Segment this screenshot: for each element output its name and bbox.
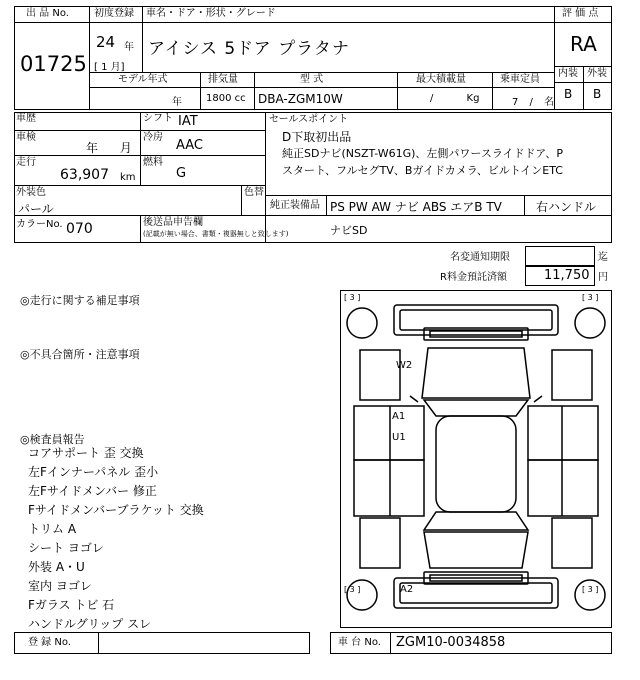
damage-mark-a1: A1 [392,411,406,422]
model-year-unit: 年 [172,97,182,108]
ac-label: 冷房 [143,132,163,143]
inspector-item: 室内 ヨゴレ [28,579,92,593]
ext-color: パール [18,202,54,216]
recycle-unit: 円 [598,272,608,283]
history-label: 車歴 [16,113,36,124]
equipment-items: PS PW AW ナビ ABS エアB TV [330,200,502,214]
type: DBA-ZGM10W [258,92,343,106]
lot-number: 01725 [20,52,87,76]
name-change-box [525,246,595,266]
interior-label: 内装 [558,68,578,79]
chassis-number: ZGM10-0034858 [396,635,506,650]
tread-label-rl: [ 3 ] [344,585,361,594]
name-change-unit: 迄 [598,252,608,263]
tread-label-fl: [ 3 ] [344,293,361,302]
color-no-label: カラーNo. [16,219,63,230]
mileage: 63,907 [60,167,109,183]
mileage-unit: km [120,172,136,183]
fuel-label: 燃料 [143,157,163,168]
exterior-label: 外装 [587,68,607,79]
first-reg-year: 24 [96,33,116,51]
shift-label: シフト [143,113,173,124]
inspector-label: ◎検査員報告 [20,433,85,446]
inspector-item: Fサイドメンバーブラケット 交換 [28,503,204,517]
capacity: 7 / 名 [512,97,555,108]
car-name: アイシス 5ドア プラタナ [148,39,350,59]
shift: IAT [178,114,198,129]
car-diagram-icon [340,290,612,628]
equipment-label: 純正装備品 [270,200,320,211]
sales-point-line-1: D下取初出品 [282,130,352,144]
damage-mark-a2: A2 [400,584,414,595]
first-reg-label: 初度登録 [94,8,134,19]
inspector-item: 左Fインナーパネル 歪小 [28,465,159,479]
sales-point-line-2: 純正SDナビ(NSZT-W61G)、左側パワースライドドア、P [282,147,563,160]
inspector-item: Fガラス トビ 石 [28,598,115,612]
ac: AAC [176,138,203,153]
car-name-label: 車名・ドア・形状・グレード [146,8,276,19]
ext-color-label: 外装色 [16,187,46,198]
recycle-amount: 11,750 [544,268,590,283]
displacement-label: 排気量 [208,74,238,85]
inspection-label: 車検 [16,132,36,143]
capacity-label: 乗車定員 [500,74,540,85]
exterior-grade: B [593,87,602,101]
chassis-label: 車 台 No. [338,637,381,648]
recycle-label: R料金預託済額 [440,272,507,283]
fuel: G [176,166,187,181]
max-load-label: 最大積載量 [416,74,466,85]
max-load: / Kg [430,93,480,104]
score: RA [570,32,597,56]
name-change-label: 名変通知期限 [450,252,510,263]
sales-point-label: セールスポイント [269,114,349,125]
inspector-item: 外装 A・U [28,560,85,574]
first-reg-year-unit: 年 [124,42,134,53]
inspector-item: シート ヨゴレ [28,541,104,555]
reg-no-label: 登 録 No. [28,637,71,648]
inspector-item: 左Fサイドメンバー 修正 [28,484,157,498]
type-label: 型 式 [300,74,324,85]
mileage-label: 走行 [16,157,36,168]
tread-label-rr: [ 3 ] [582,585,599,594]
driving-notes-label: ◎走行に関する補足事項 [20,294,140,307]
color-no: 070 [66,221,93,237]
equipment-extra: ナビSD [330,224,368,237]
inspector-item: ハンドルグリップ スレ [28,617,152,631]
color-change-label: 色替 [244,187,264,198]
inspection-value: 年 月 [86,141,132,155]
displacement: 1800 cc [206,93,246,104]
inspector-item: コアサポート 歪 交換 [28,446,144,460]
handle-position: 右ハンドル [536,200,597,214]
damage-mark-w2: W2 [396,360,413,371]
model-year-label: モデル年式 [118,74,168,85]
sales-point-line-3: スタート、フルセグTV、Bガイドカメラ、ビルトインETC [282,164,563,177]
docs-note: (記載が無い場合、書類・複器無しと致します) [143,230,289,238]
docs-label: 後送品申告欄 [143,217,203,228]
defects-label: ◎不具合箇所・注意事項 [20,348,140,361]
inspector-item: トリム A [28,522,77,536]
lot-label: 出 品 No. [26,8,69,19]
interior-grade: B [564,87,573,101]
damage-mark-u1: U1 [392,432,406,443]
first-reg-month: [ 1 月] [94,62,125,73]
tread-label-fr: [ 3 ] [582,293,599,302]
score-label: 評 価 点 [562,8,599,19]
